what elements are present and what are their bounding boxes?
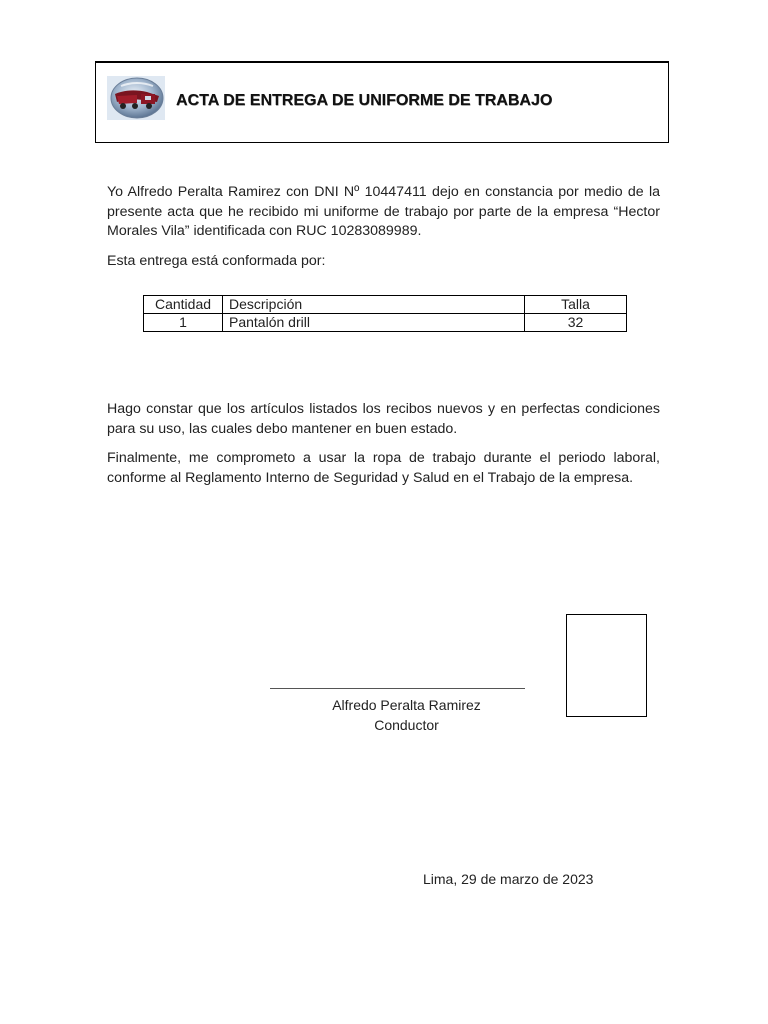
composition-paragraph: Esta entrega está conformada por: [107, 253, 326, 269]
confirmation-paragraph: Hago constar que los artículos listados los recibos nuevos y en perfectas condiciones para su uso, las cuales debo mantener en buen estado. [107, 401, 660, 437]
cell-talla: 32 [525, 314, 627, 332]
table-row [144, 314, 627, 332]
header-cantidad: Cantidad [144, 296, 223, 314]
uniform-items-table [143, 295, 627, 332]
document-title: ACTA DE ENTREGA DE UNIFORME DE TRABAJO [176, 92, 553, 109]
header-talla: Talla [525, 296, 627, 314]
table-header-row [144, 296, 627, 314]
intro-paragraph: Yo Alfredo Peralta Ramirez con DNI Nº 10447411 dejo en constancia por medio de la presente acta que he recibido mi uniforme de trabajo por parte de la empresa “Hector Morales Vila” identificada con RUC 10283089989. [107, 184, 660, 239]
signer-role: Conductor [374, 717, 439, 733]
signature-line [270, 688, 525, 689]
document-header [95, 61, 669, 143]
signer-name: Alfredo Peralta Ramirez [332, 697, 481, 713]
place-date: Lima, 29 de marzo de 2023 [423, 871, 594, 887]
fingerprint-box [566, 614, 647, 717]
truck-globe-logo [107, 76, 165, 120]
cell-cantidad: 1 [144, 314, 223, 332]
header-descripcion: Descripción [223, 296, 525, 314]
cell-descripcion: Pantalón drill [223, 314, 525, 332]
commitment-paragraph: Finalmente, me comprometo a usar la ropa de trabajo durante el periodo laboral, conforme al Reglamento Interno de Seguridad y Salud en el Trabajo de la empresa. [107, 450, 660, 486]
